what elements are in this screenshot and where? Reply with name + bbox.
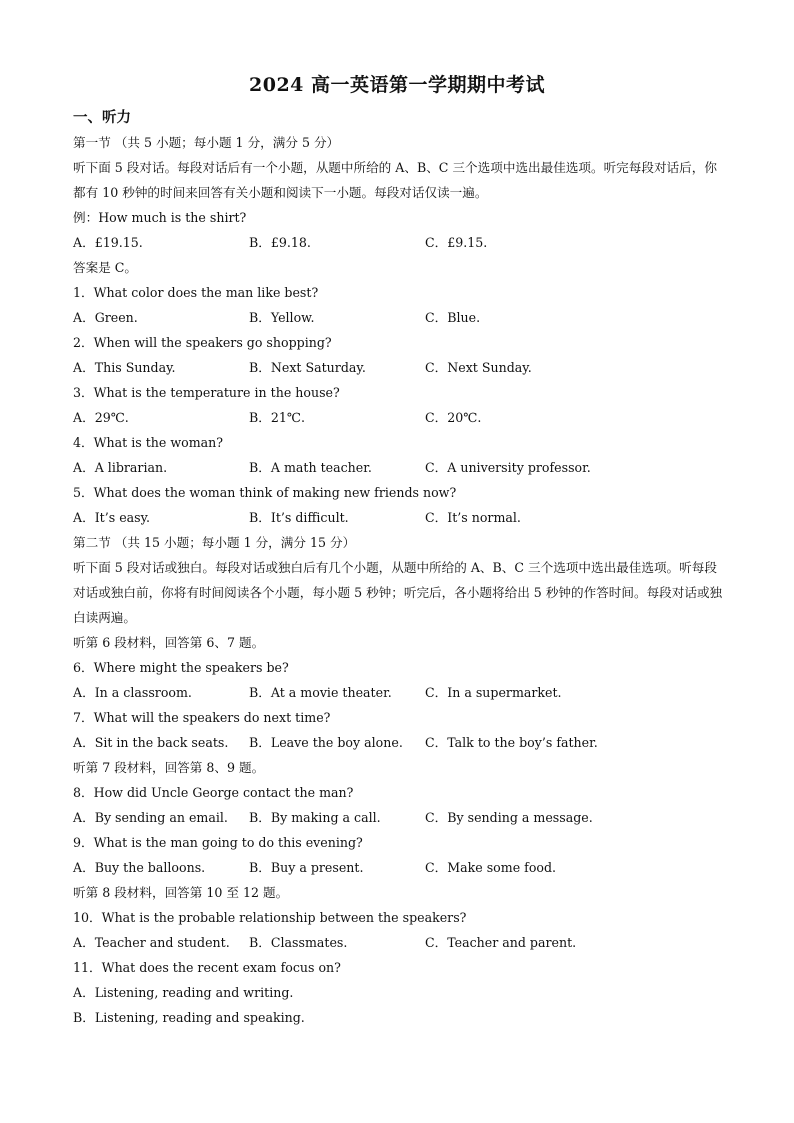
question-2: 2．When will the speakers go shopping? [73, 335, 332, 350]
option-b: B．By making a call. [249, 810, 381, 825]
example-question: 例：How much is the shirt? [73, 210, 247, 225]
option-b: B．Yellow. [249, 310, 315, 325]
question-8-options [73, 805, 728, 830]
question-11: 11．What does the recent exam focus on? [73, 960, 341, 975]
question-4: 4．What is the woman? [73, 435, 224, 450]
option-b: B．It’s difficult. [249, 510, 349, 525]
question-8: 8．How did Uncle George contact the man? [73, 785, 354, 800]
option-c: C．£9.15. [425, 235, 488, 250]
option-a: A．This Sunday. [73, 360, 176, 375]
question-7: 7．What will the speakers do next time? [73, 710, 331, 725]
option-a: A．Buy the balloons. [73, 860, 206, 875]
option-a: A．£19.15. [73, 235, 143, 250]
option-b: B．£9.18. [249, 235, 311, 250]
option-c: C．Next Sunday. [425, 360, 532, 375]
option-a: A．Green. [73, 310, 138, 325]
question-5: 5．What does the woman think of making new friends now? [73, 485, 457, 500]
question-9: 9．What is the man going to do this evening? [73, 835, 363, 850]
option-c: C．Make some food. [425, 860, 557, 875]
question-1-options [73, 305, 728, 330]
question-2-options [73, 355, 728, 380]
question-7-options [73, 730, 728, 755]
question-6-options [73, 680, 728, 705]
option-b: B．Next Saturday. [249, 360, 366, 375]
option-a: A．By sending an email. [73, 810, 228, 825]
question-10-options [73, 930, 728, 955]
option-c: C．Talk to the boy’s father. [425, 735, 598, 750]
option-c: C．20℃. [425, 410, 482, 425]
section-heading-listening: 一、听力 [73, 109, 131, 126]
option-a: A．29℃. [73, 410, 129, 425]
option-b: B．Buy a present. [249, 860, 364, 875]
option-b: B．21℃. [249, 410, 305, 425]
option-a: A．It’s easy. [73, 510, 151, 525]
part2-instructions: 听下面 5 段对话或独白。每段对话或独白后有几个小题，从题中所给的 A、B、C 三个选项中选出最佳选项。听每段对话或独白前，你将有时间阅读各个小题，每小题 5 秒钟；听完后，各小题将给出 5 秒钟的作答时间。每段对话或独白读两遍。 [73, 560, 723, 625]
option-c: C．Blue. [425, 310, 481, 325]
option-b: B．At a movie theater. [249, 685, 392, 700]
question-3-options [73, 405, 728, 430]
question-6: 6．Where might the speakers be? [73, 660, 289, 675]
option-a: A．Listening, reading and writing. [73, 985, 294, 1000]
option-a: A．Sit in the back seats. [73, 735, 229, 750]
part1-header: 第一节 （共 5 小题；每小题 1 分，满分 5 分） [73, 135, 340, 150]
option-b: B．Classmates. [249, 935, 348, 950]
option-c: C．In a supermarket. [425, 685, 562, 700]
option-b: B．A math teacher. [249, 460, 372, 475]
page-title: 2024 高一英语第一学期期中考试 [249, 74, 545, 96]
example-options [73, 230, 728, 255]
group-8-heading: 听第 8 段材料，回答第 10 至 12 题。 [73, 885, 289, 900]
question-10: 10．What is the probable relationship between the speakers? [73, 910, 467, 925]
question-3: 3．What is the temperature in the house? [73, 385, 340, 400]
question-1: 1．What color does the man like best? [73, 285, 319, 300]
option-a: A．A librarian. [73, 460, 168, 475]
option-a: A．In a classroom. [73, 685, 192, 700]
option-b: B．Leave the boy alone. [249, 735, 403, 750]
part1-instructions: 听下面 5 段对话。每段对话后有一个小题，从题中所给的 A、B、C 三个选项中选出最佳选项。听完每段对话后，你都有 10 秒钟的时间来回答有关小题和阅读下一小题。每段对话仅读一遍。 [73, 160, 717, 200]
group-7-heading: 听第 7 段材料，回答第 8、9 题。 [73, 760, 265, 775]
option-c: C．By sending a message. [425, 810, 593, 825]
example-answer: 答案是 C。 [73, 260, 138, 275]
exam-body [73, 130, 728, 1030]
question-4-options [73, 455, 728, 480]
part2-header: 第二节 （共 15 小题；每小题 1 分，满分 15 分） [73, 535, 356, 550]
option-b: B．Listening, reading and speaking. [73, 1010, 305, 1025]
option-c: C．A university professor. [425, 460, 591, 475]
option-a: A．Teacher and student. [73, 935, 230, 950]
group-6-heading: 听第 6 段材料，回答第 6、7 题。 [73, 635, 265, 650]
option-c: C．Teacher and parent. [425, 935, 577, 950]
question-5-options [73, 505, 728, 530]
question-9-options [73, 855, 728, 880]
option-c: C．It’s normal. [425, 510, 521, 525]
